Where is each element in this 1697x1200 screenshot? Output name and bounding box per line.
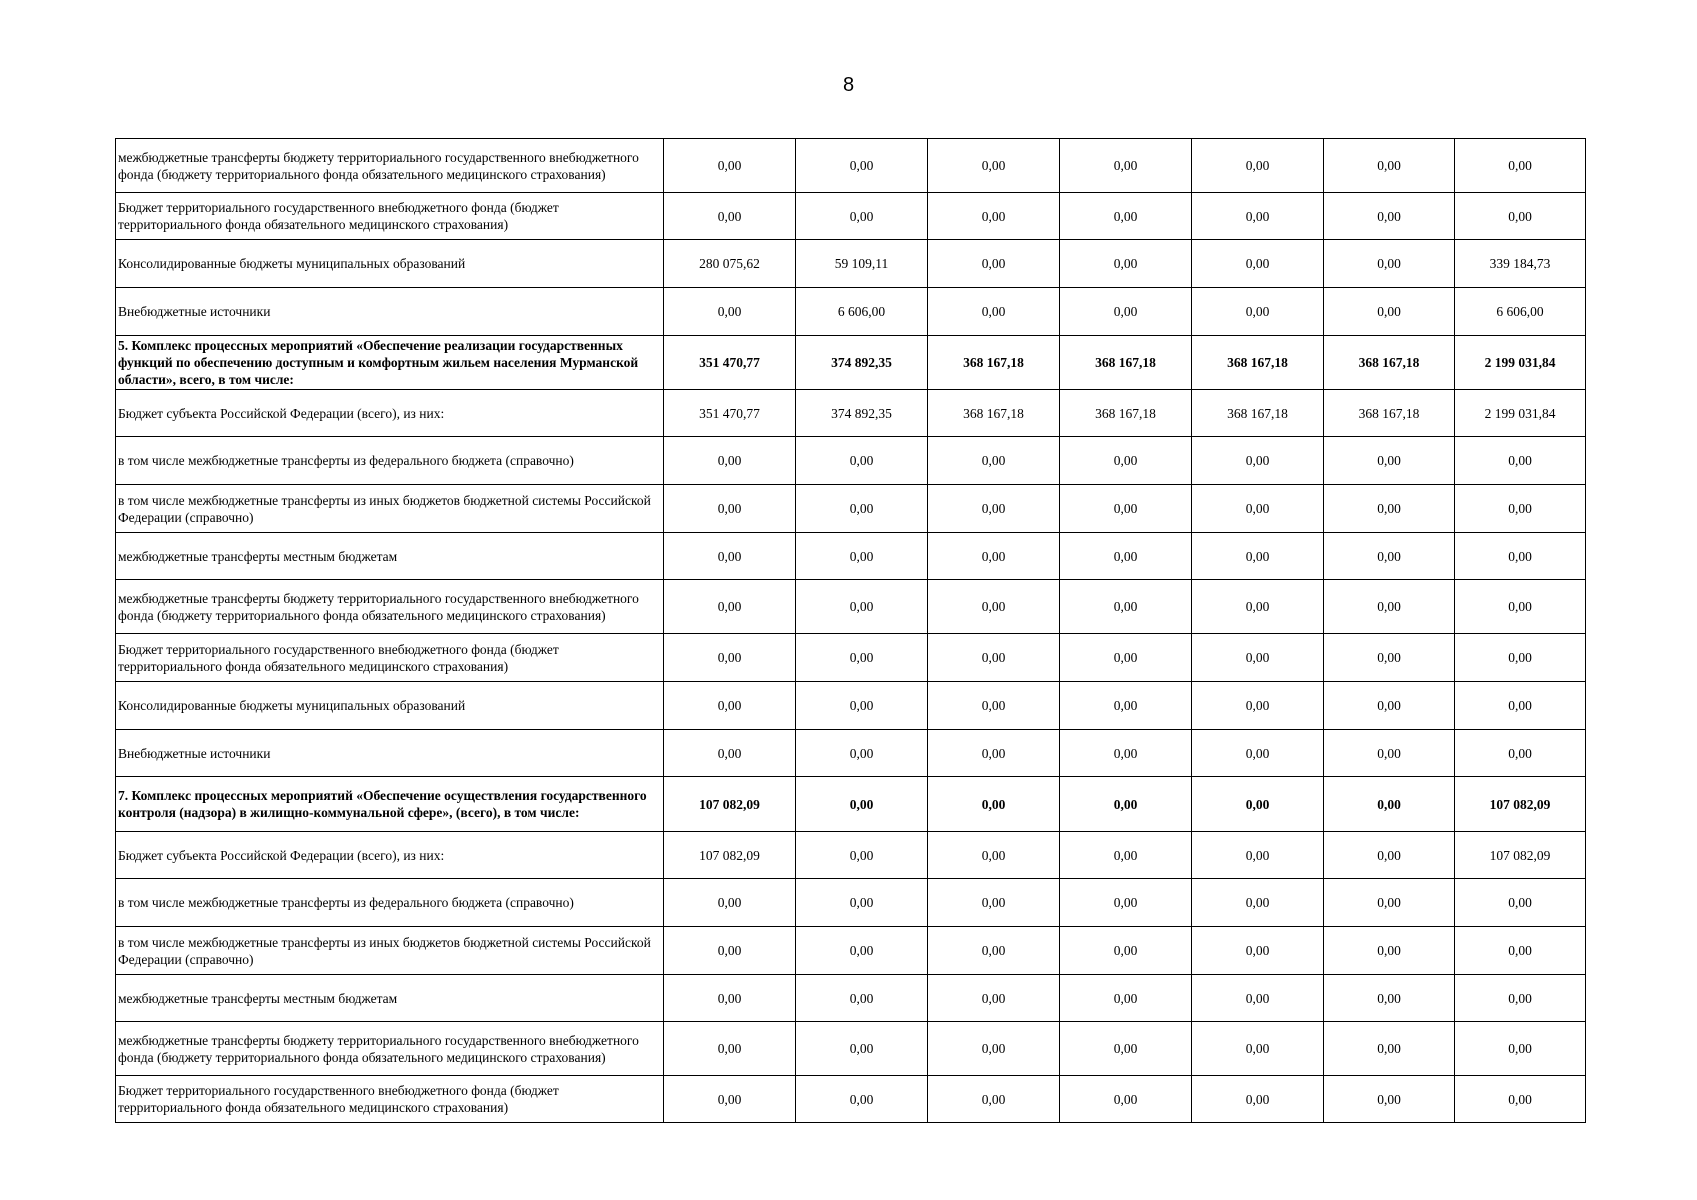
row-year-value: 0,00 bbox=[796, 1022, 928, 1076]
row-year-value: 0,00 bbox=[1060, 879, 1192, 927]
row-year-value: 0,00 bbox=[1192, 240, 1324, 288]
row-year-value: 0,00 bbox=[1324, 193, 1455, 240]
row-year-value: 0,00 bbox=[796, 139, 928, 193]
row-year-value: 368 167,18 bbox=[1060, 390, 1192, 437]
row-year-value: 0,00 bbox=[1060, 580, 1192, 634]
row-total-value: 0,00 bbox=[1455, 533, 1586, 580]
row-year-value: 0,00 bbox=[1324, 485, 1455, 533]
row-year-value: 368 167,18 bbox=[1192, 390, 1324, 437]
row-year-value: 0,00 bbox=[1192, 288, 1324, 336]
row-year-value: 0,00 bbox=[796, 437, 928, 485]
row-year-value: 0,00 bbox=[664, 139, 796, 193]
row-label: Внебюджетные источники bbox=[116, 730, 664, 777]
row-year-value: 0,00 bbox=[664, 927, 796, 975]
row-year-value: 0,00 bbox=[1324, 975, 1455, 1022]
row-year-value: 0,00 bbox=[796, 879, 928, 927]
row-total-value: 0,00 bbox=[1455, 1022, 1586, 1076]
table-row bbox=[116, 1076, 1586, 1123]
row-year-value: 0,00 bbox=[796, 832, 928, 879]
table-row bbox=[116, 975, 1586, 1022]
row-year-value: 0,00 bbox=[796, 485, 928, 533]
table-row bbox=[116, 927, 1586, 975]
row-total-value: 0,00 bbox=[1455, 139, 1586, 193]
row-year-value: 0,00 bbox=[664, 533, 796, 580]
row-year-value: 0,00 bbox=[1324, 580, 1455, 634]
row-year-value: 0,00 bbox=[1060, 485, 1192, 533]
row-year-value: 0,00 bbox=[928, 485, 1060, 533]
row-year-value: 0,00 bbox=[928, 1076, 1060, 1123]
row-year-value: 0,00 bbox=[796, 634, 928, 682]
budget-table bbox=[115, 138, 1586, 1123]
row-label: Бюджет субъекта Российской Федерации (всего), из них: bbox=[116, 390, 664, 437]
row-year-value: 0,00 bbox=[1324, 634, 1455, 682]
row-year-value: 0,00 bbox=[1192, 634, 1324, 682]
row-year-value: 351 470,77 bbox=[664, 336, 796, 390]
table-row bbox=[116, 730, 1586, 777]
row-year-value: 0,00 bbox=[1192, 832, 1324, 879]
table-row bbox=[116, 288, 1586, 336]
table-row bbox=[116, 240, 1586, 288]
row-year-value: 0,00 bbox=[796, 777, 928, 832]
row-year-value: 107 082,09 bbox=[664, 777, 796, 832]
row-total-value: 0,00 bbox=[1455, 1076, 1586, 1123]
row-total-value: 0,00 bbox=[1455, 682, 1586, 730]
row-year-value: 0,00 bbox=[1060, 288, 1192, 336]
table-row bbox=[116, 390, 1586, 437]
row-year-value: 0,00 bbox=[1060, 730, 1192, 777]
row-year-value: 0,00 bbox=[1192, 777, 1324, 832]
row-label: 5. Комплекс процессных мероприятий «Обеспечение реализации государственных функций по обеспечению доступным и комфортным жильем населения Мурманской области», всего, в том числе: bbox=[116, 336, 664, 390]
row-year-value: 0,00 bbox=[928, 1022, 1060, 1076]
row-year-value: 6 606,00 bbox=[796, 288, 928, 336]
row-label: Внебюджетные источники bbox=[116, 288, 664, 336]
row-year-value: 0,00 bbox=[664, 730, 796, 777]
row-year-value: 0,00 bbox=[664, 580, 796, 634]
row-year-value: 0,00 bbox=[664, 634, 796, 682]
row-label: межбюджетные трансферты бюджету территориального государственного внебюджетного фонда (бюджету территориального фонда обязательного медицинского страхования) bbox=[116, 139, 664, 193]
row-year-value: 0,00 bbox=[796, 730, 928, 777]
row-year-value: 374 892,35 bbox=[796, 336, 928, 390]
row-year-value: 374 892,35 bbox=[796, 390, 928, 437]
table-section-row bbox=[116, 336, 1586, 390]
row-year-value: 0,00 bbox=[1324, 1022, 1455, 1076]
row-year-value: 368 167,18 bbox=[1324, 336, 1455, 390]
row-year-value: 0,00 bbox=[1060, 437, 1192, 485]
row-year-value: 0,00 bbox=[1324, 777, 1455, 832]
row-year-value: 0,00 bbox=[1060, 1076, 1192, 1123]
row-year-value: 368 167,18 bbox=[1192, 336, 1324, 390]
row-year-value: 0,00 bbox=[1060, 777, 1192, 832]
page-number: 8 bbox=[842, 74, 855, 96]
row-year-value: 0,00 bbox=[928, 879, 1060, 927]
row-year-value: 0,00 bbox=[1324, 730, 1455, 777]
row-year-value: 0,00 bbox=[1192, 1022, 1324, 1076]
row-year-value: 0,00 bbox=[1192, 975, 1324, 1022]
table-row bbox=[116, 879, 1586, 927]
row-year-value: 0,00 bbox=[664, 437, 796, 485]
table-row bbox=[116, 139, 1586, 193]
row-year-value: 0,00 bbox=[928, 975, 1060, 1022]
row-year-value: 0,00 bbox=[928, 580, 1060, 634]
row-year-value: 0,00 bbox=[1192, 485, 1324, 533]
row-label: 7. Комплекс процессных мероприятий «Обеспечение осуществления государственного контроля (надзора) в жилищно-коммунальной сфере», (всего), в том числе: bbox=[116, 777, 664, 832]
row-year-value: 0,00 bbox=[796, 533, 928, 580]
row-year-value: 0,00 bbox=[928, 437, 1060, 485]
row-year-value: 0,00 bbox=[928, 533, 1060, 580]
row-year-value: 0,00 bbox=[664, 879, 796, 927]
row-year-value: 0,00 bbox=[1060, 927, 1192, 975]
row-label: межбюджетные трансферты местным бюджетам bbox=[116, 533, 664, 580]
row-total-value: 0,00 bbox=[1455, 975, 1586, 1022]
row-year-value: 0,00 bbox=[796, 975, 928, 1022]
row-year-value: 368 167,18 bbox=[928, 390, 1060, 437]
row-year-value: 368 167,18 bbox=[1060, 336, 1192, 390]
row-label: Бюджет субъекта Российской Федерации (всего), из них: bbox=[116, 832, 664, 879]
row-year-value: 0,00 bbox=[1324, 682, 1455, 730]
row-year-value: 0,00 bbox=[1060, 682, 1192, 730]
table-row bbox=[116, 1022, 1586, 1076]
row-year-value: 0,00 bbox=[1192, 533, 1324, 580]
row-label: в том числе межбюджетные трансферты из федерального бюджета (справочно) bbox=[116, 879, 664, 927]
row-total-value: 107 082,09 bbox=[1455, 832, 1586, 879]
row-label: межбюджетные трансферты местным бюджетам bbox=[116, 975, 664, 1022]
row-year-value: 0,00 bbox=[928, 832, 1060, 879]
row-year-value: 0,00 bbox=[664, 1022, 796, 1076]
row-year-value: 0,00 bbox=[1192, 879, 1324, 927]
row-year-value: 0,00 bbox=[664, 682, 796, 730]
row-year-value: 351 470,77 bbox=[664, 390, 796, 437]
row-label: Бюджет территориального государственного внебюджетного фонда (бюджет территориального фонда обязательного медицинского страхования) bbox=[116, 634, 664, 682]
row-year-value: 0,00 bbox=[664, 975, 796, 1022]
row-label: межбюджетные трансферты бюджету территориального государственного внебюджетного фонда (бюджету территориального фонда обязательного медицинского страхования) bbox=[116, 580, 664, 634]
row-year-value: 0,00 bbox=[1324, 240, 1455, 288]
row-year-value: 0,00 bbox=[664, 485, 796, 533]
row-label: Бюджет территориального государственного внебюджетного фонда (бюджет территориального фонда обязательного медицинского страхования) bbox=[116, 1076, 664, 1123]
row-year-value: 0,00 bbox=[796, 193, 928, 240]
table-row bbox=[116, 437, 1586, 485]
row-total-value: 0,00 bbox=[1455, 193, 1586, 240]
row-total-value: 6 606,00 bbox=[1455, 288, 1586, 336]
row-label: в том числе межбюджетные трансферты из федерального бюджета (справочно) bbox=[116, 437, 664, 485]
row-year-value: 368 167,18 bbox=[928, 336, 1060, 390]
row-year-value: 0,00 bbox=[928, 240, 1060, 288]
row-year-value: 0,00 bbox=[1060, 240, 1192, 288]
row-year-value: 0,00 bbox=[1192, 1076, 1324, 1123]
row-year-value: 107 082,09 bbox=[664, 832, 796, 879]
row-year-value: 0,00 bbox=[928, 927, 1060, 975]
row-year-value: 0,00 bbox=[928, 139, 1060, 193]
row-year-value: 0,00 bbox=[928, 193, 1060, 240]
table-row bbox=[116, 682, 1586, 730]
row-total-value: 0,00 bbox=[1455, 485, 1586, 533]
row-label: Консолидированные бюджеты муниципальных образований bbox=[116, 240, 664, 288]
row-year-value: 0,00 bbox=[1060, 193, 1192, 240]
row-year-value: 0,00 bbox=[1192, 193, 1324, 240]
row-year-value: 280 075,62 bbox=[664, 240, 796, 288]
row-total-value: 107 082,09 bbox=[1455, 777, 1586, 832]
row-year-value: 0,00 bbox=[664, 288, 796, 336]
row-total-value: 0,00 bbox=[1455, 437, 1586, 485]
row-year-value: 0,00 bbox=[796, 1076, 928, 1123]
row-year-value: 0,00 bbox=[1060, 139, 1192, 193]
row-year-value: 0,00 bbox=[1324, 533, 1455, 580]
row-label: в том числе межбюджетные трансферты из иных бюджетов бюджетной системы Российской Федерации (справочно) bbox=[116, 485, 664, 533]
row-year-value: 0,00 bbox=[1324, 927, 1455, 975]
row-year-value: 0,00 bbox=[664, 193, 796, 240]
table-row bbox=[116, 832, 1586, 879]
row-year-value: 0,00 bbox=[1324, 879, 1455, 927]
row-year-value: 0,00 bbox=[1060, 975, 1192, 1022]
budget-table-body bbox=[116, 139, 1586, 1123]
row-year-value: 0,00 bbox=[928, 777, 1060, 832]
row-year-value: 0,00 bbox=[796, 580, 928, 634]
row-year-value: 0,00 bbox=[1192, 139, 1324, 193]
table-row bbox=[116, 634, 1586, 682]
row-year-value: 0,00 bbox=[1324, 832, 1455, 879]
row-year-value: 0,00 bbox=[1060, 832, 1192, 879]
row-label: в том числе межбюджетные трансферты из иных бюджетов бюджетной системы Российской Федерации (справочно) bbox=[116, 927, 664, 975]
row-year-value: 0,00 bbox=[1060, 533, 1192, 580]
table-section-row bbox=[116, 777, 1586, 832]
table-row bbox=[116, 533, 1586, 580]
row-total-value: 0,00 bbox=[1455, 634, 1586, 682]
row-total-value: 339 184,73 bbox=[1455, 240, 1586, 288]
row-year-value: 0,00 bbox=[1324, 288, 1455, 336]
row-year-value: 0,00 bbox=[1192, 580, 1324, 634]
row-total-value: 2 199 031,84 bbox=[1455, 390, 1586, 437]
row-year-value: 0,00 bbox=[928, 682, 1060, 730]
row-year-value: 0,00 bbox=[796, 927, 928, 975]
row-year-value: 59 109,11 bbox=[796, 240, 928, 288]
row-year-value: 0,00 bbox=[796, 682, 928, 730]
row-label: межбюджетные трансферты бюджету территориального государственного внебюджетного фонда (бюджету территориального фонда обязательного медицинского страхования) bbox=[116, 1022, 664, 1076]
row-year-value: 0,00 bbox=[1324, 437, 1455, 485]
row-year-value: 0,00 bbox=[1324, 139, 1455, 193]
row-year-value: 0,00 bbox=[1324, 1076, 1455, 1123]
row-year-value: 0,00 bbox=[928, 288, 1060, 336]
row-label: Бюджет территориального государственного внебюджетного фонда (бюджет территориального фонда обязательного медицинского страхования) bbox=[116, 193, 664, 240]
row-total-value: 0,00 bbox=[1455, 927, 1586, 975]
table-row bbox=[116, 485, 1586, 533]
row-total-value: 0,00 bbox=[1455, 879, 1586, 927]
row-year-value: 0,00 bbox=[928, 634, 1060, 682]
row-year-value: 368 167,18 bbox=[1324, 390, 1455, 437]
row-label: Консолидированные бюджеты муниципальных образований bbox=[116, 682, 664, 730]
row-year-value: 0,00 bbox=[664, 1076, 796, 1123]
table-row bbox=[116, 193, 1586, 240]
row-year-value: 0,00 bbox=[1192, 730, 1324, 777]
row-total-value: 0,00 bbox=[1455, 580, 1586, 634]
row-year-value: 0,00 bbox=[1192, 437, 1324, 485]
row-year-value: 0,00 bbox=[1060, 634, 1192, 682]
row-year-value: 0,00 bbox=[1192, 682, 1324, 730]
row-total-value: 0,00 bbox=[1455, 730, 1586, 777]
table-row bbox=[116, 580, 1586, 634]
row-year-value: 0,00 bbox=[1192, 927, 1324, 975]
row-year-value: 0,00 bbox=[928, 730, 1060, 777]
row-year-value: 0,00 bbox=[1060, 1022, 1192, 1076]
row-total-value: 2 199 031,84 bbox=[1455, 336, 1586, 390]
